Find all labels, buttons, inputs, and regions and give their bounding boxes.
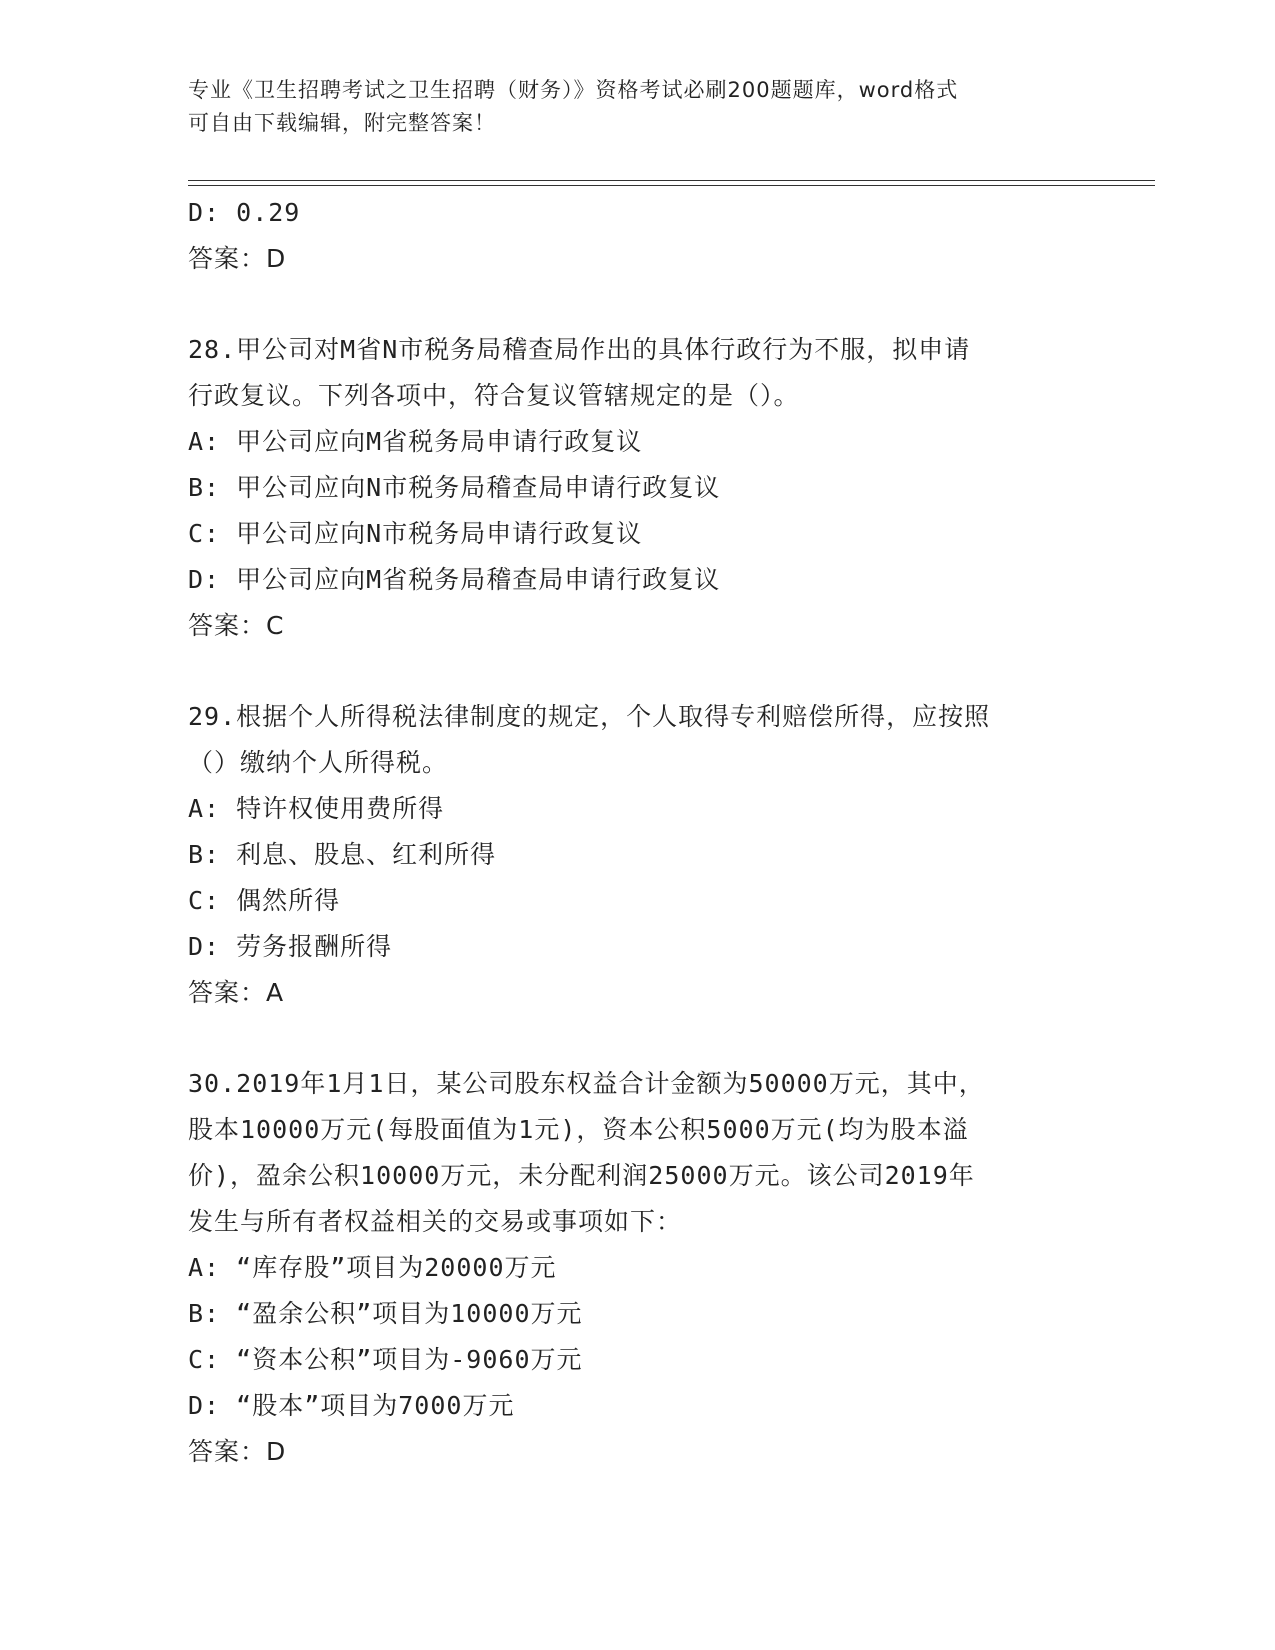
question-stem-line: 价)，盈余公积10000万元，未分配利润25000万元。该公司2019年: [188, 1161, 975, 1190]
option-a: A: 甲公司应向M省税务局申请行政复议: [188, 427, 643, 456]
header-divider-bottom: [188, 185, 1155, 186]
option-a: A: “库存股”项目为20000万元: [188, 1253, 557, 1282]
option-d: D: “股本”项目为7000万元: [188, 1391, 515, 1420]
option-c: C: “资本公积”项目为-9060万元: [188, 1345, 583, 1374]
header-divider-top: [188, 180, 1155, 181]
question-30: [188, 1061, 1088, 1475]
question-29: [188, 694, 1088, 1016]
answer-line: 答案：A: [188, 978, 285, 1007]
question-stem-line: 行政复议。下列各项中，符合复议管辖规定的是（）。: [188, 381, 800, 410]
document-body: [188, 190, 1088, 1475]
question-28: [188, 327, 1088, 649]
header-title-line1: 专业《卫生招聘考试之卫生招聘（财务）》资格考试必刷200题题库，word格式: [188, 78, 959, 102]
option-a: A: 特许权使用费所得: [188, 794, 445, 823]
question-stem-line: 股本10000万元(每股面值为1元)，资本公积5000万元(均为股本溢: [188, 1115, 969, 1144]
question-stem-line: 29.根据个人所得税法律制度的规定，个人取得专利赔偿所得，应按照: [188, 702, 991, 731]
answer-line: 答案：D: [188, 1437, 287, 1466]
document-header: [188, 74, 1088, 140]
question-stem-line: （）缴纳个人所得税。: [188, 748, 449, 777]
answer-line: 答案：D: [188, 244, 287, 273]
option-b: B: 利息、股息、红利所得: [188, 840, 497, 869]
option-d: D: 0.29: [188, 198, 301, 227]
answer-line: 答案：C: [188, 611, 285, 640]
question-stem-line: 30.2019年1月1日，某公司股东权益合计金额为50000万元，其中，: [188, 1069, 985, 1098]
option-b: B: “盈余公积”项目为10000万元: [188, 1299, 583, 1328]
previous-question-tail: [188, 190, 1088, 282]
question-stem-line: 发生与所有者权益相关的交易或事项如下：: [188, 1207, 683, 1236]
option-d: D: 甲公司应向M省税务局稽查局申请行政复议: [188, 565, 721, 594]
option-d: D: 劳务报酬所得: [188, 932, 393, 961]
header-title-line2: 可自由下载编辑，附完整答案！: [188, 111, 496, 135]
option-c: C: 偶然所得: [188, 886, 341, 915]
option-b: B: 甲公司应向N市税务局稽查局申请行政复议: [188, 473, 721, 502]
question-stem-line: 28.甲公司对M省N市税务局稽查局作出的具体行政行为不服，拟申请: [188, 335, 971, 364]
option-c: C: 甲公司应向N市税务局申请行政复议: [188, 519, 643, 548]
